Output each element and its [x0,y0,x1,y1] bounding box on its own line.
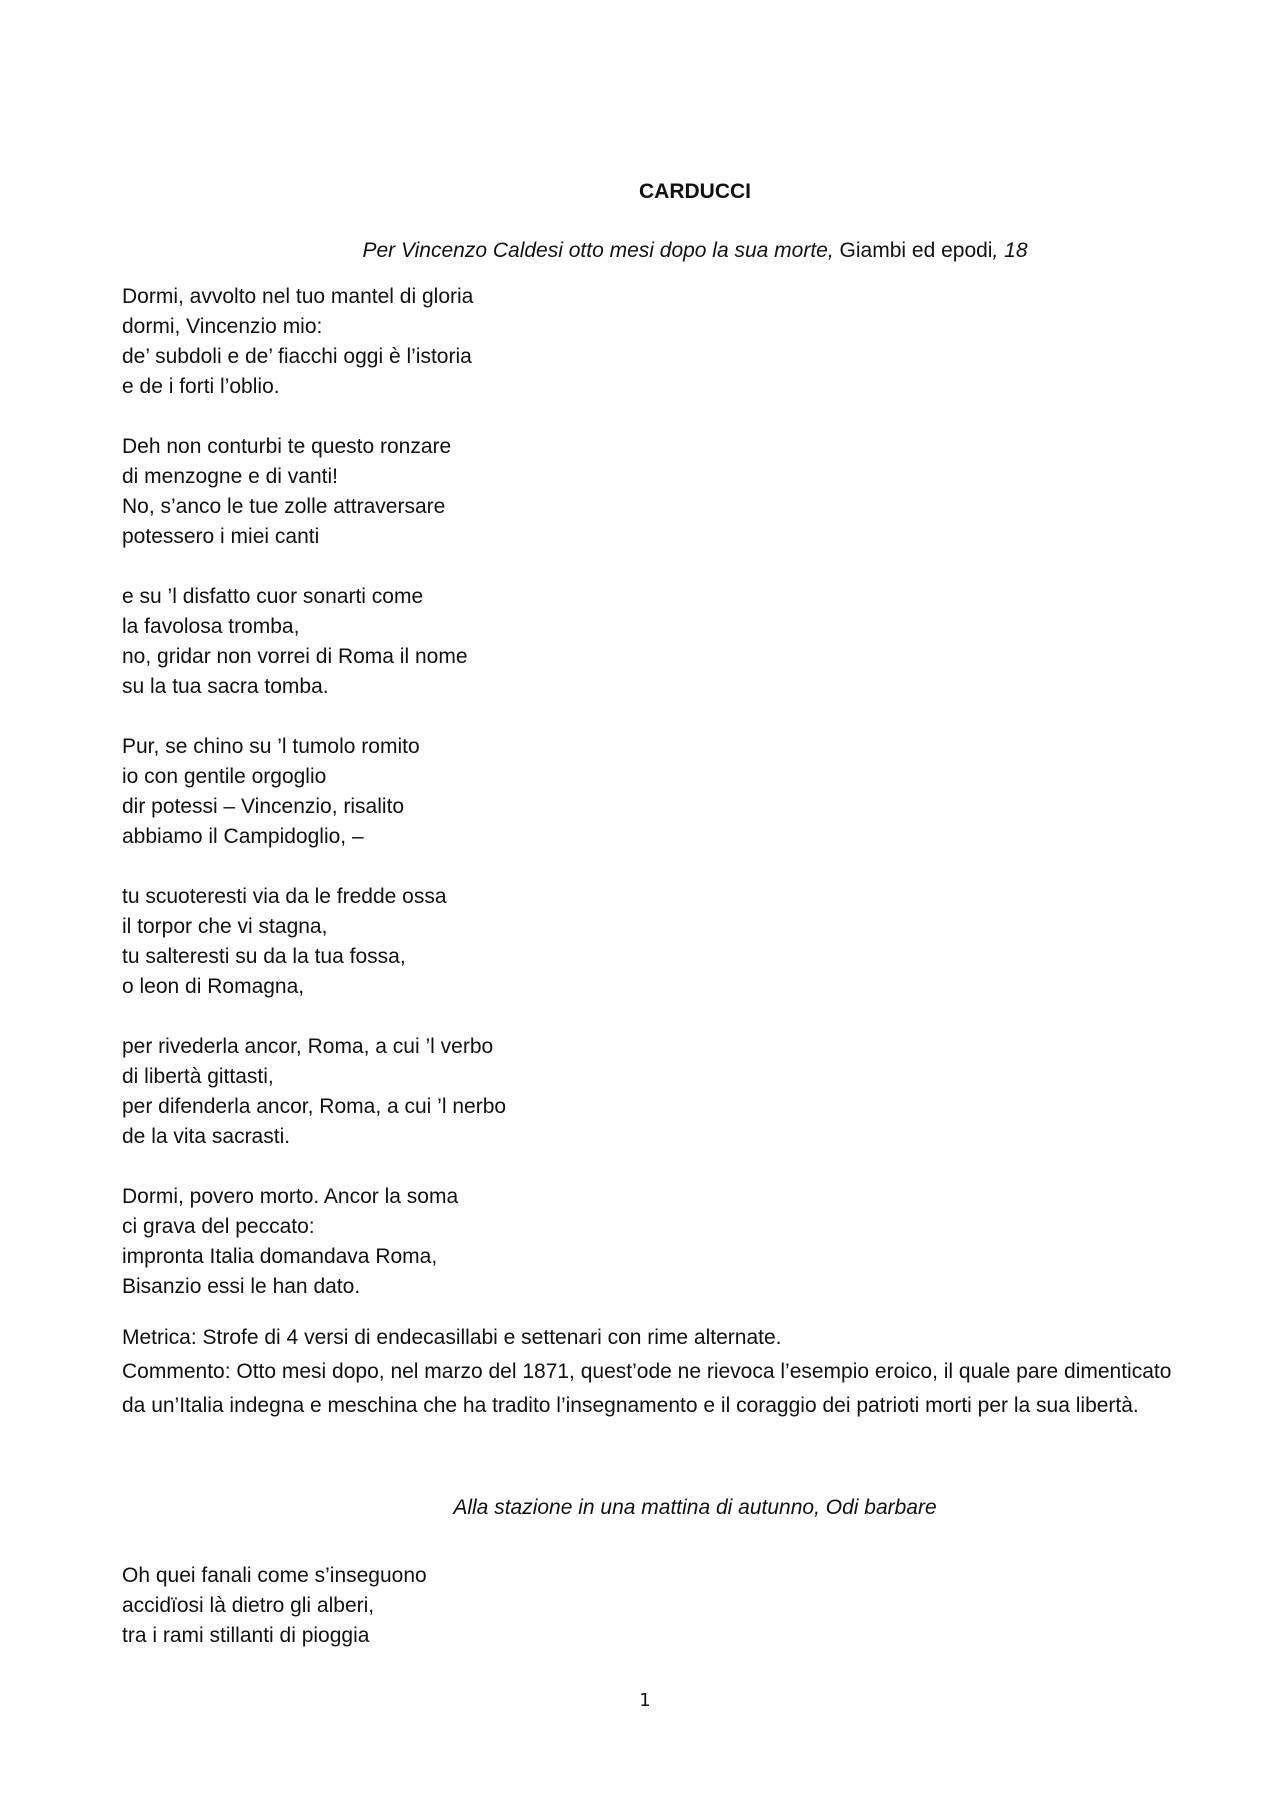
poem1-heading [0,239,1280,263]
poem1-heading-title: Per Vincenzo Caldesi otto mesi dopo la sua morte, [362,239,834,262]
stanza [122,282,506,402]
verse-line: Bisanzio essi le han dato. [122,1275,361,1298]
verse-line: accidïosi là dietro gli alberi, [122,1594,375,1617]
verse-line: per difenderla ancor, Roma, a cui ’l nerbo [122,1095,507,1118]
poem1-notes [122,1321,1172,1423]
verse-line: di libertà gittasti, [122,1065,274,1088]
verse-line: no, gridar non vorrei di Roma il nome [122,645,468,668]
verse-line: tu salteresti su da la tua fossa, [122,945,406,968]
verse-line: o leon di Romagna, [122,975,305,998]
stanza [122,1032,506,1152]
commento-note: Commento: Otto mesi dopo, nel marzo del 1871, quest’ode ne rievoca l’esempio eroico, il quale pare dimenticato da un’Italia indegna e meschina che ha tradito l’insegnamento e il coraggio dei patrioti morti per la sua libertà. [122,1360,1172,1417]
verse-line: dir potessi – Vincenzio, risalito [122,795,405,818]
stanza [122,1182,506,1302]
page-title: CARDUCCI [639,180,751,203]
verse-line: Dormi, povero morto. Ancor la soma [122,1185,459,1208]
poem1-body [122,282,506,1302]
stanza [122,582,506,702]
verse-line: la favolosa tromba, [122,615,300,638]
verse-line: potessero i miei canti [122,525,320,548]
verse-line: per rivederla ancor, Roma, a cui ’l verbo [122,1035,494,1058]
stanza [122,882,506,1002]
verse-line: No, s’anco le tue zolle attraversare [122,495,446,518]
verse-line: de la vita sacrasti. [122,1125,291,1148]
verse-line: Deh non conturbi te questo ronzare [122,435,452,458]
verse-line: impronta Italia domandava Roma, [122,1245,438,1268]
verse-line: io con gentile orgoglio [122,765,327,788]
poem1-heading-source: Giambi ed epodi [833,239,993,262]
stanza [122,432,506,552]
verse-line: dormi, Vincenzio mio: [122,315,323,338]
verse-line: di menzogne e di vanti! [122,465,338,488]
verse-line: Oh quei fanali come s’inseguono [122,1564,427,1587]
verse-line: e de i forti l’oblio. [122,375,280,398]
poem2-heading: Alla stazione in una mattina di autunno, Odi barbare [453,1496,937,1519]
verse-line: il torpor che vi stagna, [122,915,328,938]
page-number: 1 [639,1690,651,1711]
verse-line: su la tua sacra tomba. [122,675,329,698]
verse-line: Dormi, avvolto nel tuo mantel di gloria [122,285,474,308]
poem1-heading-number: , 18 [992,239,1028,262]
verse-line: Pur, se chino su ’l tumolo romito [122,735,420,758]
verse-line: e su ’l disfatto cuor sonarti come [122,585,424,608]
verse-line: tra i rami stillanti di pioggia [122,1624,370,1647]
metrica-note: Metrica: Strofe di 4 versi di endecasillabi e settenari con rime alternate. [122,1326,782,1349]
verse-line: ci grava del peccato: [122,1215,315,1238]
verse-line: de’ subdoli e de’ fiacchi oggi è l’istoria [122,345,472,368]
stanza [122,732,506,852]
stanza [122,1561,427,1651]
verse-line: tu scuoteresti via da le fredde ossa [122,885,447,908]
poem2-body [122,1561,427,1651]
verse-line: abbiamo il Campidoglio, – [122,825,364,848]
